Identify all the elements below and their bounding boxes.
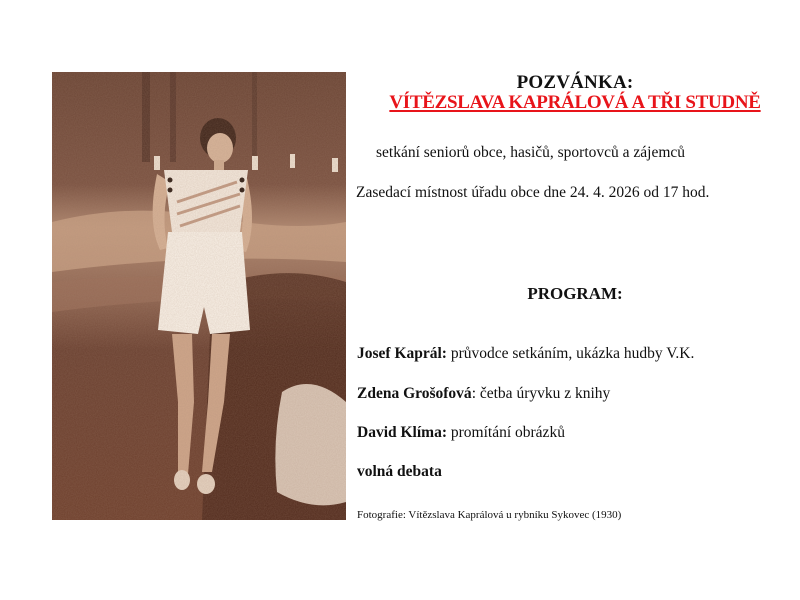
photo-illustration [52, 72, 346, 520]
invitation-title: POZVÁNKA: [516, 72, 634, 93]
photo-caption: Fotografie: Vítězslava Kaprálová u rybníku Sykovec (1930) [357, 509, 622, 521]
invitation-text [350, 0, 800, 600]
program-item [357, 385, 610, 403]
program-activity: průvodce setkáním, ukázka hudby V.K. [446, 345, 695, 362]
program-speaker: Josef Kaprál: [357, 345, 447, 362]
venue-text: Zasedací místnost úřadu obce dne 24. 4. 2026 od 17 hod. [356, 184, 710, 201]
program-item [357, 463, 442, 481]
program-speaker: Zdena Grošofová [357, 385, 472, 402]
program-heading: PROGRAM: [527, 284, 623, 303]
program-activity: promítání obrázků [447, 424, 565, 441]
portrait-photo [52, 72, 346, 520]
program-speaker: David Klíma: [357, 424, 447, 441]
event-subtitle: VÍTĚZSLAVA KAPRÁLOVÁ A TŘI STUDNĚ [389, 92, 761, 113]
program-activity: : četba úryvku z knihy [471, 385, 611, 402]
program-item [357, 345, 694, 363]
program-item [357, 424, 565, 442]
program-speaker: volná debata [357, 463, 442, 480]
audience-text: setkání seniorů obce, hasičů, sportovců a zájemců [376, 144, 686, 161]
